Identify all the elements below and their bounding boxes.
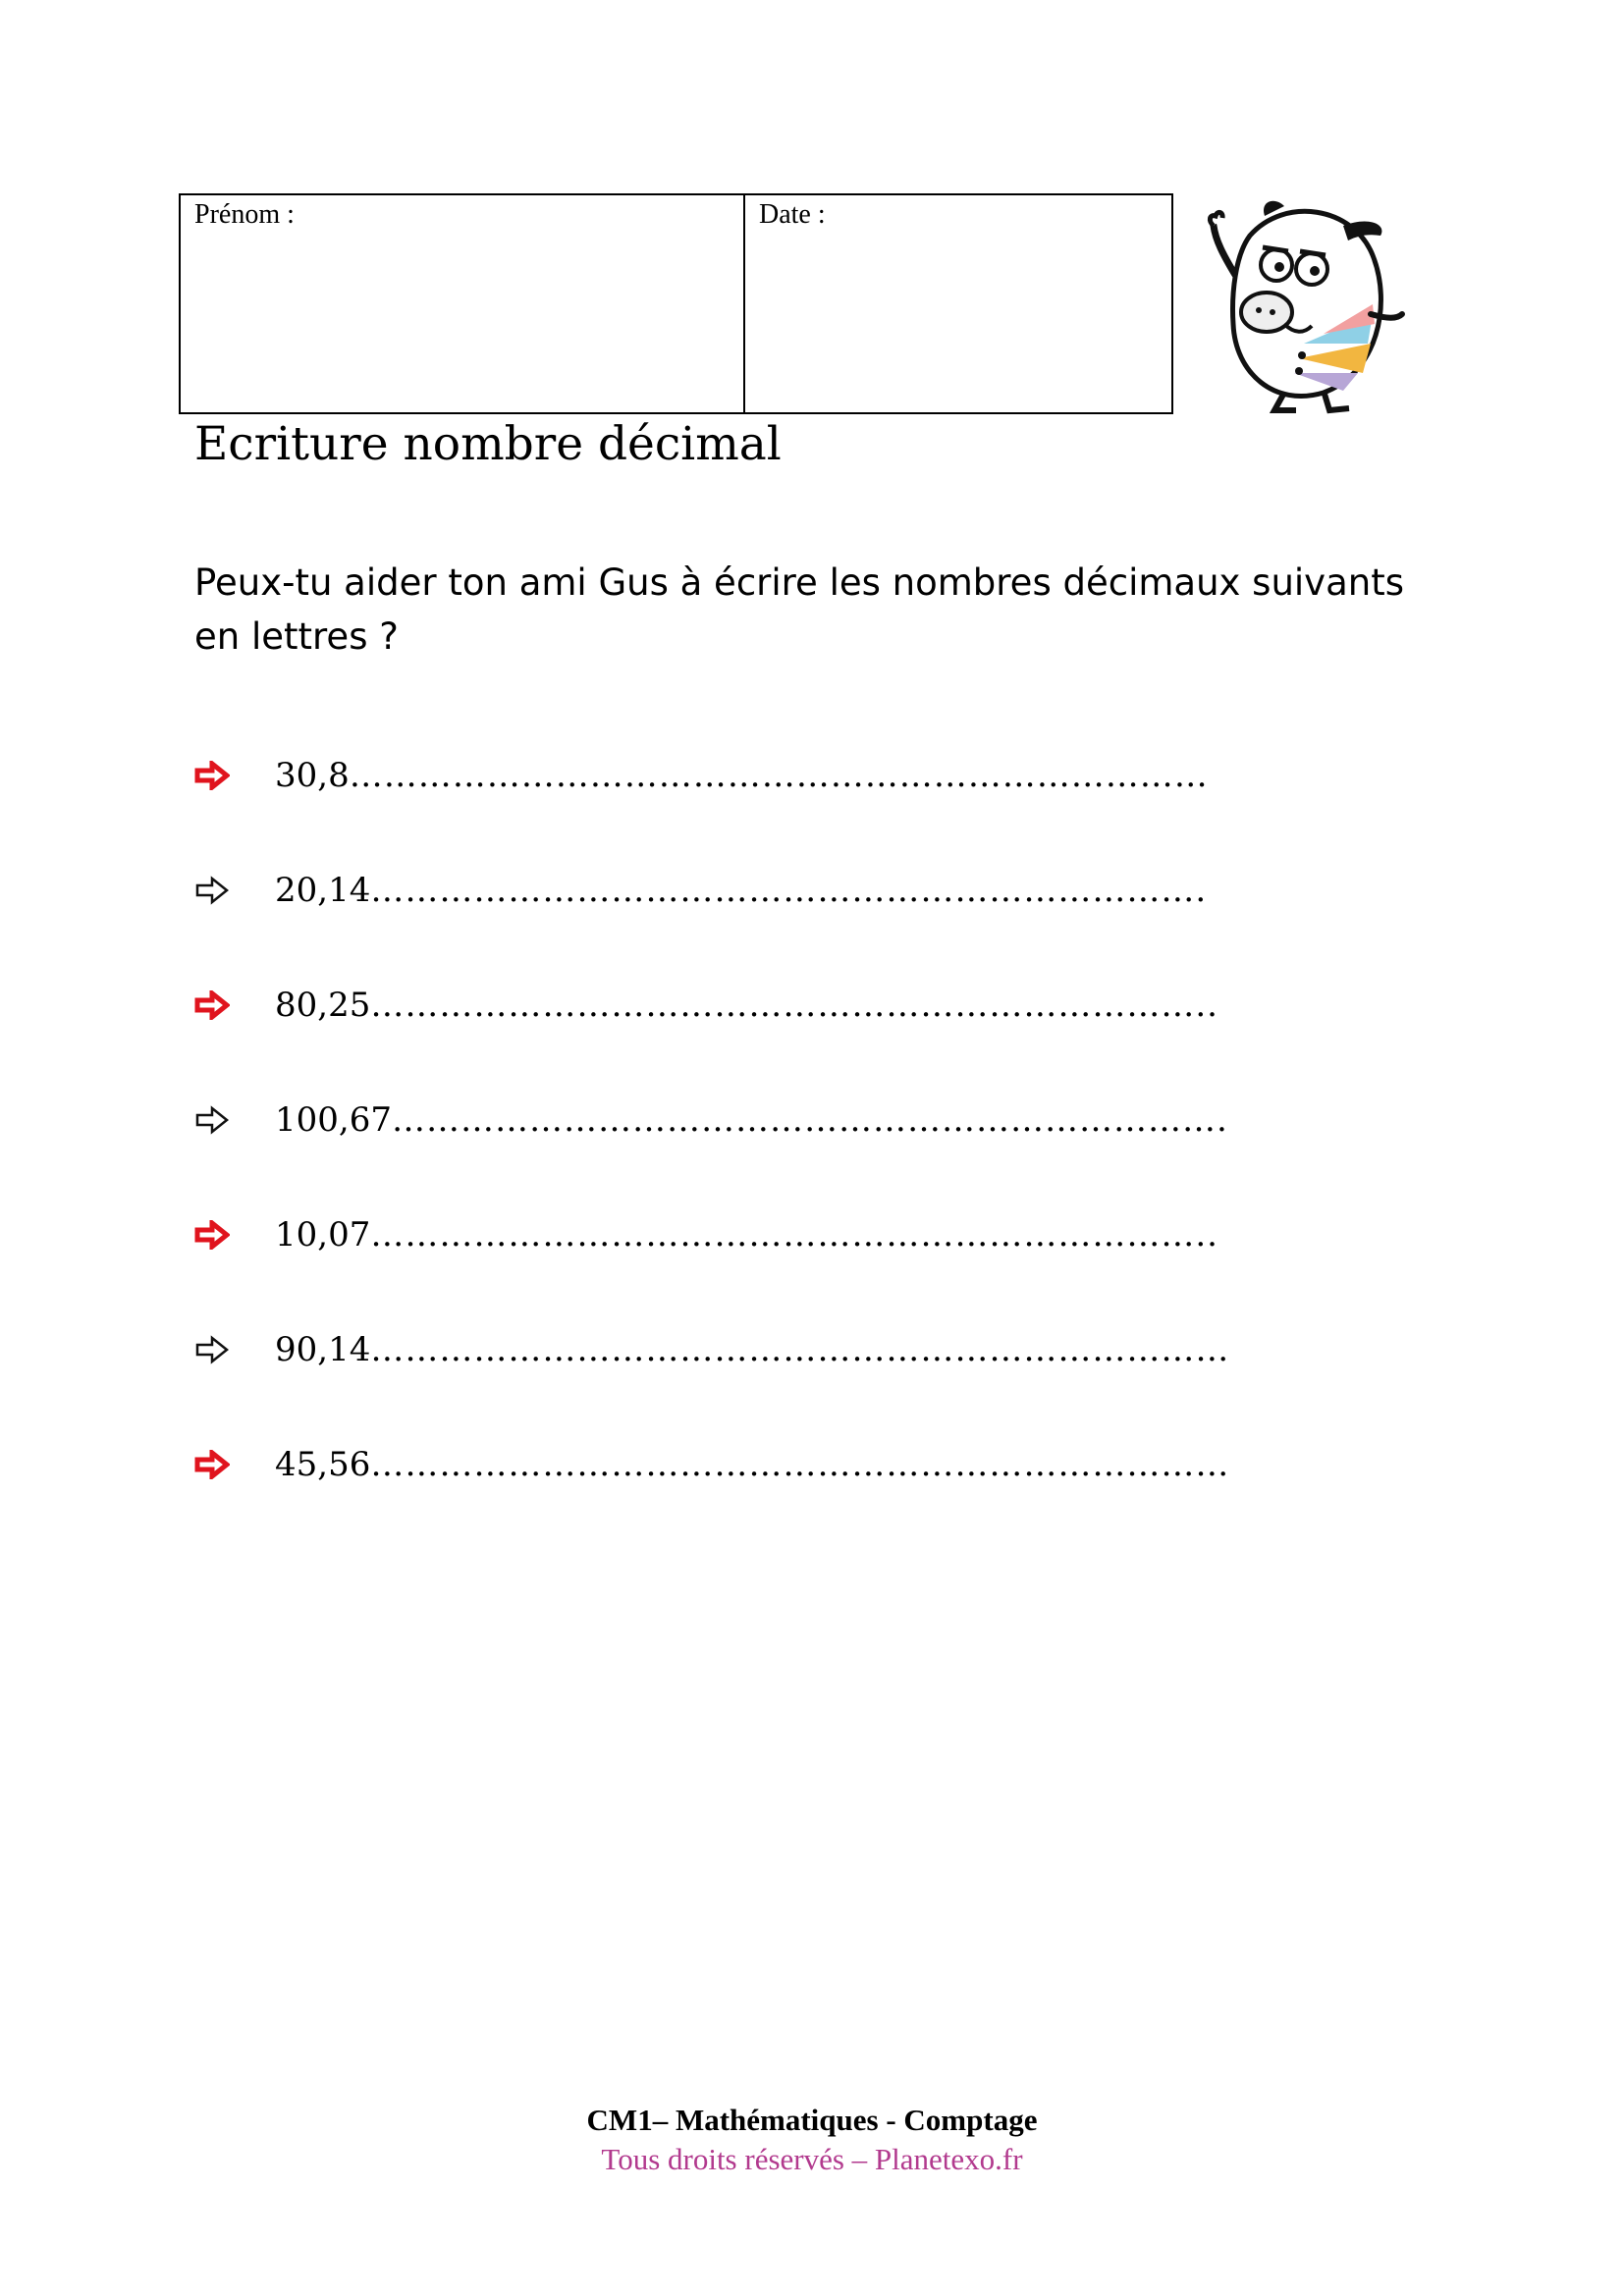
answer-line[interactable]: ………………………………………………………………… bbox=[370, 1330, 1230, 1369]
right-arrow-icon-red bbox=[194, 990, 230, 1020]
exercise-line bbox=[275, 1445, 1229, 1484]
answer-line[interactable]: ……………………………………………………………….. bbox=[370, 1215, 1218, 1255]
answer-line[interactable]: ………………………………………………………………… bbox=[370, 1445, 1230, 1484]
exercise-item bbox=[194, 1091, 1228, 1149]
page-title: Ecriture nombre décimal bbox=[194, 417, 782, 471]
exercise-line bbox=[275, 1100, 1228, 1140]
exercise-line bbox=[275, 756, 1209, 795]
right-arrow-icon-red bbox=[194, 761, 230, 790]
right-arrow-icon-red bbox=[194, 1220, 230, 1250]
exercise-line bbox=[275, 986, 1218, 1025]
right-arrow-icon-red bbox=[194, 1450, 230, 1479]
answer-line[interactable]: ………………………………………………………………. bbox=[391, 1100, 1228, 1140]
decimal-number: 10,07 bbox=[275, 1215, 371, 1255]
right-arrow-icon-outline bbox=[194, 1105, 230, 1135]
decimal-number: 80,25 bbox=[275, 986, 371, 1025]
date-cell[interactable] bbox=[745, 195, 1171, 412]
instruction-text: Peux-tu aider ton ami Gus à écrire les nombres décimaux suivants en lettres ? bbox=[194, 561, 1404, 658]
sheep-mascot-icon bbox=[1206, 196, 1412, 414]
exercise-item bbox=[194, 976, 1218, 1035]
answer-line[interactable]: ………………………………………………………………. bbox=[370, 871, 1208, 910]
answer-line[interactable]: ……………………………………………………………….. bbox=[370, 986, 1218, 1025]
decimal-number: 20,14 bbox=[275, 871, 371, 910]
date-label: Date : bbox=[759, 199, 826, 230]
footer-subject: CM1– Mathématiques - Comptage bbox=[586, 2103, 1038, 2137]
exercise-item bbox=[194, 861, 1208, 920]
decimal-number: 100,67 bbox=[275, 1100, 392, 1140]
exercise-item bbox=[194, 1205, 1218, 1264]
answer-line[interactable]: ………………………………………………………………… bbox=[349, 756, 1209, 795]
decimal-number: 45,56 bbox=[275, 1445, 371, 1484]
decimal-number: 30,8 bbox=[275, 756, 350, 795]
decimal-number: 90,14 bbox=[275, 1330, 371, 1369]
right-arrow-icon-outline bbox=[194, 876, 230, 905]
exercise-item bbox=[194, 1435, 1230, 1494]
exercise-line bbox=[275, 1330, 1229, 1369]
prenom-label: Prénom : bbox=[194, 199, 295, 230]
exercise-line bbox=[275, 871, 1207, 910]
footer-rights: Tous droits réservés – Planetexo.fr bbox=[601, 2142, 1023, 2176]
exercise-item bbox=[194, 1320, 1230, 1379]
header-table bbox=[179, 193, 1173, 414]
exercise-line bbox=[275, 1215, 1218, 1255]
prenom-cell[interactable] bbox=[181, 195, 745, 412]
right-arrow-icon-outline bbox=[194, 1335, 230, 1364]
exercise-item bbox=[194, 746, 1209, 805]
